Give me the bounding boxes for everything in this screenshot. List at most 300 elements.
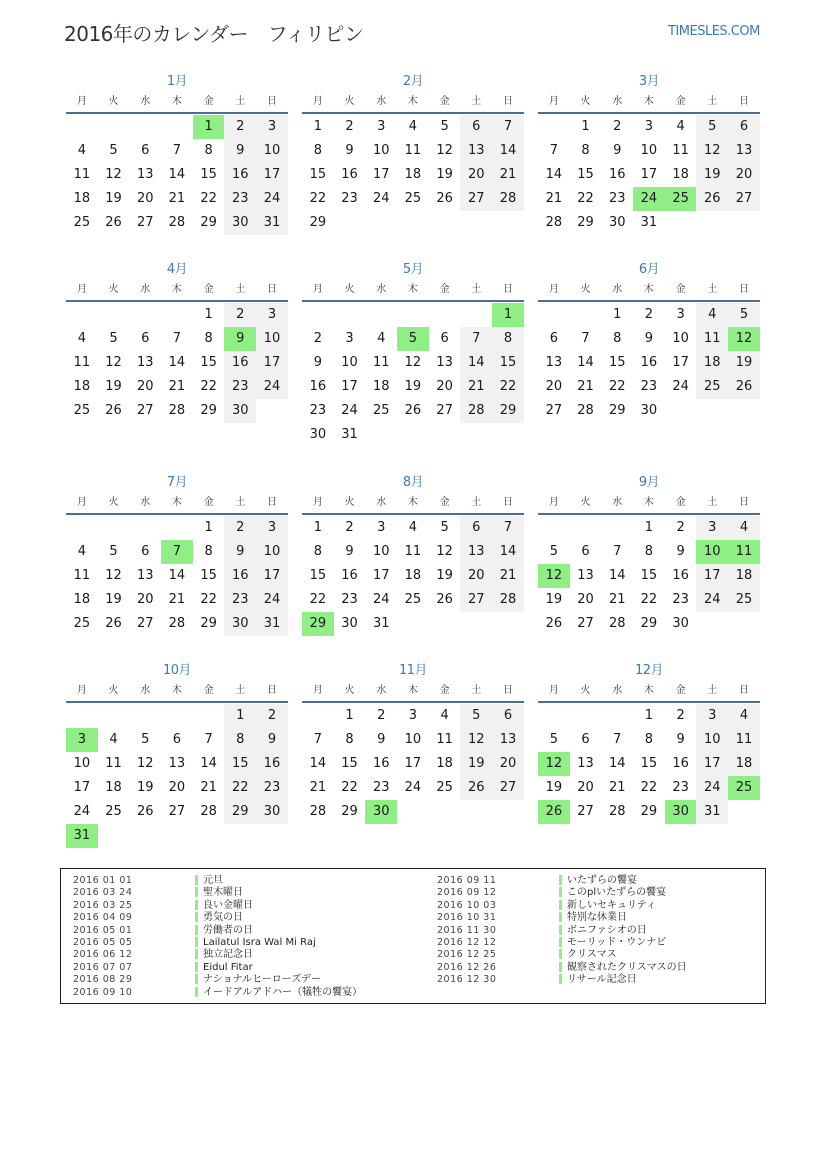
day-cell[interactable]: 6 xyxy=(141,331,150,346)
day-cell[interactable]: 19 xyxy=(728,351,760,375)
day-cell[interactable]: 20 xyxy=(436,379,453,394)
day-cell[interactable]: 19 xyxy=(436,167,453,182)
day-cell[interactable]: 28 xyxy=(460,399,492,423)
day-cell[interactable]: 18 xyxy=(404,167,422,182)
day-cell[interactable]: 9 xyxy=(676,732,685,747)
day-cell[interactable]: 14 xyxy=(200,756,217,771)
day-cell[interactable]: 17 xyxy=(372,167,390,182)
day-cell[interactable]: 13 xyxy=(728,139,760,163)
day-cell[interactable]: 4 xyxy=(696,303,728,327)
holiday-day-cell[interactable]: 29 xyxy=(302,612,334,636)
day-cell[interactable]: 1 xyxy=(224,704,256,728)
day-cell[interactable]: 16 xyxy=(224,163,256,187)
day-cell[interactable]: 21 xyxy=(168,379,186,394)
day-cell[interactable]: 7 xyxy=(549,143,558,158)
day-cell[interactable]: 11 xyxy=(73,167,91,182)
day-cell[interactable]: 6 xyxy=(549,331,558,346)
day-cell[interactable]: 12 xyxy=(436,544,453,559)
day-cell[interactable]: 31 xyxy=(256,211,288,235)
day-cell[interactable]: 23 xyxy=(640,379,658,394)
day-cell[interactable]: 4 xyxy=(728,704,760,728)
day-cell[interactable]: 28 xyxy=(577,403,594,418)
day-cell[interactable]: 10 xyxy=(372,143,390,158)
day-cell[interactable]: 13 xyxy=(492,728,524,752)
day-cell[interactable]: 14 xyxy=(168,568,186,583)
day-cell[interactable]: 8 xyxy=(224,728,256,752)
day-cell[interactable]: 22 xyxy=(200,379,217,394)
day-cell[interactable]: 6 xyxy=(460,115,492,139)
day-cell[interactable]: 1 xyxy=(581,119,590,134)
day-cell[interactable]: 20 xyxy=(168,780,186,795)
holiday-day-cell[interactable]: 12 xyxy=(538,752,570,776)
day-cell[interactable]: 26 xyxy=(105,403,122,418)
day-cell[interactable]: 23 xyxy=(372,780,390,795)
holiday-day-cell[interactable]: 11 xyxy=(728,540,760,564)
day-cell[interactable]: 24 xyxy=(696,776,728,800)
day-cell[interactable]: 26 xyxy=(436,191,453,206)
day-cell[interactable]: 10 xyxy=(672,331,689,346)
day-cell[interactable]: 10 xyxy=(696,728,728,752)
day-cell[interactable]: 28 xyxy=(608,804,626,819)
day-cell[interactable]: 1 xyxy=(345,708,354,723)
day-cell[interactable]: 30 xyxy=(224,399,256,423)
day-cell[interactable]: 17 xyxy=(341,379,358,394)
holiday-day-cell[interactable]: 10 xyxy=(696,540,728,564)
day-cell[interactable]: 26 xyxy=(436,592,453,607)
day-cell[interactable]: 17 xyxy=(256,564,288,588)
day-cell[interactable]: 27 xyxy=(168,804,186,819)
day-cell[interactable]: 6 xyxy=(581,732,590,747)
day-cell[interactable]: 27 xyxy=(136,616,154,631)
day-cell[interactable]: 5 xyxy=(109,544,118,559)
day-cell[interactable]: 20 xyxy=(136,191,154,206)
day-cell[interactable]: 29 xyxy=(200,215,217,230)
day-cell[interactable]: 27 xyxy=(492,776,524,800)
day-cell[interactable]: 18 xyxy=(404,568,422,583)
day-cell[interactable]: 11 xyxy=(672,143,689,158)
day-cell[interactable]: 23 xyxy=(224,375,256,399)
day-cell[interactable]: 10 xyxy=(256,540,288,564)
day-cell[interactable]: 9 xyxy=(644,331,654,346)
day-cell[interactable]: 9 xyxy=(377,732,386,747)
day-cell[interactable]: 29 xyxy=(640,616,658,631)
day-cell[interactable]: 5 xyxy=(109,143,118,158)
day-cell[interactable]: 11 xyxy=(372,355,390,370)
day-cell[interactable]: 16 xyxy=(341,167,358,182)
day-cell[interactable]: 30 xyxy=(672,616,689,631)
day-cell[interactable]: 22 xyxy=(309,191,327,206)
day-cell[interactable]: 13 xyxy=(168,756,186,771)
day-cell[interactable]: 10 xyxy=(341,355,358,370)
day-cell[interactable]: 21 xyxy=(492,163,524,187)
day-cell[interactable]: 27 xyxy=(728,187,760,211)
day-cell[interactable]: 18 xyxy=(372,379,390,394)
day-cell[interactable]: 14 xyxy=(168,355,186,370)
day-cell[interactable]: 15 xyxy=(608,355,626,370)
day-cell[interactable]: 28 xyxy=(608,616,626,631)
day-cell[interactable]: 13 xyxy=(136,355,154,370)
day-cell[interactable]: 3 xyxy=(345,331,354,346)
day-cell[interactable]: 13 xyxy=(577,756,594,771)
day-cell[interactable]: 21 xyxy=(608,780,626,795)
day-cell[interactable]: 4 xyxy=(377,331,386,346)
day-cell[interactable]: 4 xyxy=(728,516,760,540)
day-cell[interactable]: 23 xyxy=(608,191,626,206)
day-cell[interactable]: 13 xyxy=(436,355,453,370)
day-cell[interactable]: 11 xyxy=(73,355,91,370)
day-cell[interactable]: 24 xyxy=(404,780,422,795)
day-cell[interactable]: 22 xyxy=(577,191,594,206)
day-cell[interactable]: 7 xyxy=(172,331,182,346)
day-cell[interactable]: 4 xyxy=(408,520,418,535)
day-cell[interactable]: 13 xyxy=(136,167,154,182)
day-cell[interactable]: 19 xyxy=(136,780,154,795)
day-cell[interactable]: 5 xyxy=(109,331,118,346)
day-cell[interactable]: 11 xyxy=(73,568,91,583)
day-cell[interactable]: 3 xyxy=(256,303,288,327)
holiday-day-cell[interactable]: 1 xyxy=(193,115,225,139)
day-cell[interactable]: 19 xyxy=(545,780,563,795)
day-cell[interactable]: 16 xyxy=(224,351,256,375)
day-cell[interactable]: 27 xyxy=(136,403,154,418)
day-cell[interactable]: 31 xyxy=(256,612,288,636)
day-cell[interactable]: 15 xyxy=(200,167,217,182)
day-cell[interactable]: 25 xyxy=(404,592,422,607)
day-cell[interactable]: 29 xyxy=(341,804,358,819)
day-cell[interactable]: 17 xyxy=(696,752,728,776)
day-cell[interactable]: 27 xyxy=(577,804,594,819)
day-cell[interactable]: 4 xyxy=(676,119,685,134)
day-cell[interactable]: 20 xyxy=(577,592,594,607)
day-cell[interactable]: 16 xyxy=(372,756,390,771)
day-cell[interactable]: 14 xyxy=(460,351,492,375)
day-cell[interactable]: 4 xyxy=(109,732,118,747)
day-cell[interactable]: 27 xyxy=(460,588,492,612)
day-cell[interactable]: 11 xyxy=(105,756,122,771)
day-cell[interactable]: 28 xyxy=(309,804,327,819)
day-cell[interactable]: 22 xyxy=(341,780,358,795)
day-cell[interactable]: 31 xyxy=(372,616,390,631)
day-cell[interactable]: 28 xyxy=(492,187,524,211)
day-cell[interactable]: 22 xyxy=(640,592,658,607)
day-cell[interactable]: 10 xyxy=(256,327,288,351)
day-cell[interactable]: 5 xyxy=(141,732,150,747)
day-cell[interactable]: 20 xyxy=(577,780,594,795)
day-cell[interactable]: 28 xyxy=(545,215,563,230)
day-cell[interactable]: 18 xyxy=(73,379,91,394)
day-cell[interactable]: 23 xyxy=(309,403,327,418)
day-cell[interactable]: 15 xyxy=(200,568,217,583)
day-cell[interactable]: 18 xyxy=(73,191,91,206)
day-cell[interactable]: 17 xyxy=(73,780,91,795)
day-cell[interactable]: 5 xyxy=(460,704,492,728)
day-cell[interactable]: 7 xyxy=(581,331,590,346)
day-cell[interactable]: 16 xyxy=(256,752,288,776)
day-cell[interactable]: 14 xyxy=(309,756,327,771)
holiday-day-cell[interactable]: 30 xyxy=(365,800,397,824)
day-cell[interactable]: 15 xyxy=(640,568,658,583)
day-cell[interactable]: 5 xyxy=(549,544,558,559)
day-cell[interactable]: 18 xyxy=(73,592,91,607)
day-cell[interactable]: 5 xyxy=(440,520,449,535)
day-cell[interactable]: 2 xyxy=(256,704,288,728)
day-cell[interactable]: 5 xyxy=(728,303,760,327)
day-cell[interactable]: 28 xyxy=(200,804,217,819)
day-cell[interactable]: 7 xyxy=(313,732,322,747)
day-cell[interactable]: 1 xyxy=(204,307,213,322)
day-cell[interactable]: 18 xyxy=(696,351,728,375)
day-cell[interactable]: 28 xyxy=(492,588,524,612)
day-cell[interactable]: 12 xyxy=(105,167,122,182)
day-cell[interactable]: 31 xyxy=(696,800,728,824)
day-cell[interactable]: 6 xyxy=(460,516,492,540)
holiday-day-cell[interactable]: 12 xyxy=(728,327,760,351)
day-cell[interactable]: 29 xyxy=(492,399,524,423)
site-logo[interactable]: TIMESLES.COM xyxy=(668,24,760,39)
day-cell[interactable]: 31 xyxy=(640,215,658,230)
day-cell[interactable]: 23 xyxy=(672,780,689,795)
day-cell[interactable]: 7 xyxy=(613,732,622,747)
day-cell[interactable]: 6 xyxy=(492,704,524,728)
day-cell[interactable]: 21 xyxy=(545,191,563,206)
day-cell[interactable]: 2 xyxy=(644,307,654,322)
day-cell[interactable]: 18 xyxy=(105,780,122,795)
day-cell[interactable]: 14 xyxy=(577,355,594,370)
day-cell[interactable]: 18 xyxy=(728,752,760,776)
day-cell[interactable]: 26 xyxy=(696,187,728,211)
day-cell[interactable]: 9 xyxy=(313,355,322,370)
day-cell[interactable]: 2 xyxy=(676,520,685,535)
day-cell[interactable]: 11 xyxy=(404,544,422,559)
day-cell[interactable]: 1 xyxy=(644,520,654,535)
day-cell[interactable]: 18 xyxy=(436,756,453,771)
day-cell[interactable]: 2 xyxy=(224,115,256,139)
day-cell[interactable]: 24 xyxy=(73,804,91,819)
day-cell[interactable]: 22 xyxy=(309,592,327,607)
day-cell[interactable]: 7 xyxy=(172,143,182,158)
day-cell[interactable]: 6 xyxy=(581,544,590,559)
day-cell[interactable]: 3 xyxy=(256,115,288,139)
day-cell[interactable]: 16 xyxy=(309,379,327,394)
day-cell[interactable]: 23 xyxy=(341,592,358,607)
day-cell[interactable]: 12 xyxy=(136,756,154,771)
day-cell[interactable]: 22 xyxy=(200,191,217,206)
day-cell[interactable]: 25 xyxy=(404,191,422,206)
day-cell[interactable]: 12 xyxy=(404,355,422,370)
day-cell[interactable]: 25 xyxy=(728,588,760,612)
day-cell[interactable]: 3 xyxy=(408,708,418,723)
day-cell[interactable]: 1 xyxy=(313,520,322,535)
day-cell[interactable]: 2 xyxy=(313,331,322,346)
day-cell[interactable]: 8 xyxy=(644,732,654,747)
holiday-day-cell[interactable]: 5 xyxy=(397,327,429,351)
day-cell[interactable]: 19 xyxy=(105,191,122,206)
day-cell[interactable]: 12 xyxy=(105,355,122,370)
day-cell[interactable]: 14 xyxy=(608,756,626,771)
day-cell[interactable]: 25 xyxy=(73,616,91,631)
day-cell[interactable]: 14 xyxy=(492,540,524,564)
day-cell[interactable]: 6 xyxy=(728,115,760,139)
day-cell[interactable]: 23 xyxy=(672,592,689,607)
day-cell[interactable]: 21 xyxy=(608,592,626,607)
day-cell[interactable]: 23 xyxy=(256,776,288,800)
day-cell[interactable]: 27 xyxy=(436,403,453,418)
day-cell[interactable]: 30 xyxy=(608,215,626,230)
day-cell[interactable]: 28 xyxy=(168,616,186,631)
day-cell[interactable]: 11 xyxy=(436,732,453,747)
holiday-day-cell[interactable]: 25 xyxy=(728,776,760,800)
day-cell[interactable]: 2 xyxy=(224,516,256,540)
day-cell[interactable]: 30 xyxy=(309,427,327,442)
day-cell[interactable]: 7 xyxy=(460,327,492,351)
day-cell[interactable]: 7 xyxy=(613,544,622,559)
day-cell[interactable]: 22 xyxy=(640,780,658,795)
day-cell[interactable]: 4 xyxy=(77,143,86,158)
day-cell[interactable]: 15 xyxy=(492,351,524,375)
day-cell[interactable]: 25 xyxy=(436,780,453,795)
day-cell[interactable]: 2 xyxy=(613,119,622,134)
day-cell[interactable]: 20 xyxy=(460,163,492,187)
day-cell[interactable]: 20 xyxy=(728,163,760,187)
day-cell[interactable]: 4 xyxy=(408,119,418,134)
day-cell[interactable]: 20 xyxy=(136,592,154,607)
day-cell[interactable]: 24 xyxy=(256,375,288,399)
day-cell[interactable]: 17 xyxy=(640,167,658,182)
day-cell[interactable]: 22 xyxy=(224,776,256,800)
day-cell[interactable]: 12 xyxy=(696,139,728,163)
day-cell[interactable]: 9 xyxy=(345,143,354,158)
day-cell[interactable]: 19 xyxy=(404,379,422,394)
day-cell[interactable]: 30 xyxy=(640,403,658,418)
day-cell[interactable]: 25 xyxy=(696,375,728,399)
day-cell[interactable]: 3 xyxy=(676,307,685,322)
day-cell[interactable]: 30 xyxy=(256,800,288,824)
day-cell[interactable]: 8 xyxy=(313,544,322,559)
day-cell[interactable]: 9 xyxy=(256,728,288,752)
holiday-day-cell[interactable]: 7 xyxy=(161,540,193,564)
day-cell[interactable]: 25 xyxy=(73,403,91,418)
day-cell[interactable]: 4 xyxy=(77,331,86,346)
day-cell[interactable]: 5 xyxy=(696,115,728,139)
day-cell[interactable]: 19 xyxy=(460,752,492,776)
day-cell[interactable]: 26 xyxy=(460,776,492,800)
day-cell[interactable]: 19 xyxy=(696,163,728,187)
day-cell[interactable]: 10 xyxy=(372,544,390,559)
day-cell[interactable]: 3 xyxy=(696,704,728,728)
day-cell[interactable]: 29 xyxy=(608,403,626,418)
day-cell[interactable]: 9 xyxy=(345,544,354,559)
day-cell[interactable]: 2 xyxy=(676,708,685,723)
day-cell[interactable]: 13 xyxy=(577,568,594,583)
day-cell[interactable]: 29 xyxy=(640,804,658,819)
day-cell[interactable]: 14 xyxy=(168,167,186,182)
day-cell[interactable]: 27 xyxy=(577,616,594,631)
day-cell[interactable]: 2 xyxy=(224,303,256,327)
day-cell[interactable]: 26 xyxy=(136,804,154,819)
day-cell[interactable]: 4 xyxy=(77,544,86,559)
day-cell[interactable]: 3 xyxy=(696,516,728,540)
day-cell[interactable]: 12 xyxy=(460,728,492,752)
day-cell[interactable]: 2 xyxy=(345,119,354,134)
day-cell[interactable]: 26 xyxy=(728,375,760,399)
holiday-day-cell[interactable]: 26 xyxy=(538,800,570,824)
day-cell[interactable]: 11 xyxy=(728,728,760,752)
day-cell[interactable]: 16 xyxy=(672,568,689,583)
day-cell[interactable]: 16 xyxy=(672,756,689,771)
day-cell[interactable]: 10 xyxy=(256,139,288,163)
day-cell[interactable]: 28 xyxy=(168,215,186,230)
day-cell[interactable]: 26 xyxy=(545,616,563,631)
day-cell[interactable]: 16 xyxy=(224,564,256,588)
day-cell[interactable]: 15 xyxy=(341,756,358,771)
day-cell[interactable]: 3 xyxy=(256,516,288,540)
day-cell[interactable]: 7 xyxy=(492,115,524,139)
day-cell[interactable]: 15 xyxy=(577,167,594,182)
day-cell[interactable]: 8 xyxy=(644,544,654,559)
day-cell[interactable]: 15 xyxy=(309,568,327,583)
day-cell[interactable]: 27 xyxy=(545,403,563,418)
day-cell[interactable]: 6 xyxy=(141,544,150,559)
day-cell[interactable]: 31 xyxy=(341,427,358,442)
day-cell[interactable]: 20 xyxy=(136,379,154,394)
day-cell[interactable]: 29 xyxy=(200,616,217,631)
day-cell[interactable]: 27 xyxy=(460,187,492,211)
day-cell[interactable]: 25 xyxy=(105,804,122,819)
day-cell[interactable]: 11 xyxy=(404,143,422,158)
day-cell[interactable]: 23 xyxy=(224,588,256,612)
day-cell[interactable]: 30 xyxy=(224,612,256,636)
day-cell[interactable]: 17 xyxy=(672,355,689,370)
day-cell[interactable]: 3 xyxy=(377,520,386,535)
day-cell[interactable]: 24 xyxy=(672,379,689,394)
holiday-day-cell[interactable]: 3 xyxy=(66,728,98,752)
day-cell[interactable]: 12 xyxy=(436,143,453,158)
day-cell[interactable]: 2 xyxy=(345,520,354,535)
day-cell[interactable]: 8 xyxy=(613,331,622,346)
day-cell[interactable]: 10 xyxy=(73,756,91,771)
day-cell[interactable]: 30 xyxy=(224,211,256,235)
day-cell[interactable]: 20 xyxy=(460,564,492,588)
day-cell[interactable]: 8 xyxy=(581,143,590,158)
day-cell[interactable]: 12 xyxy=(105,568,122,583)
day-cell[interactable]: 5 xyxy=(440,119,449,134)
day-cell[interactable]: 23 xyxy=(341,191,358,206)
day-cell[interactable]: 6 xyxy=(440,331,449,346)
day-cell[interactable]: 24 xyxy=(372,592,390,607)
day-cell[interactable]: 13 xyxy=(460,540,492,564)
day-cell[interactable]: 20 xyxy=(492,752,524,776)
day-cell[interactable]: 20 xyxy=(545,379,563,394)
day-cell[interactable]: 4 xyxy=(440,708,449,723)
day-cell[interactable]: 7 xyxy=(492,516,524,540)
day-cell[interactable]: 16 xyxy=(608,167,626,182)
day-cell[interactable]: 1 xyxy=(644,708,654,723)
day-cell[interactable]: 15 xyxy=(309,167,327,182)
day-cell[interactable]: 8 xyxy=(313,143,322,158)
day-cell[interactable]: 22 xyxy=(492,375,524,399)
day-cell[interactable]: 17 xyxy=(372,568,390,583)
day-cell[interactable]: 18 xyxy=(672,167,689,182)
day-cell[interactable]: 21 xyxy=(492,564,524,588)
day-cell[interactable]: 24 xyxy=(372,191,390,206)
day-cell[interactable]: 18 xyxy=(728,564,760,588)
day-cell[interactable]: 14 xyxy=(492,139,524,163)
day-cell[interactable]: 9 xyxy=(224,540,256,564)
day-cell[interactable]: 26 xyxy=(105,616,122,631)
day-cell[interactable]: 21 xyxy=(168,592,186,607)
day-cell[interactable]: 30 xyxy=(341,616,358,631)
holiday-day-cell[interactable]: 24 xyxy=(633,187,665,211)
